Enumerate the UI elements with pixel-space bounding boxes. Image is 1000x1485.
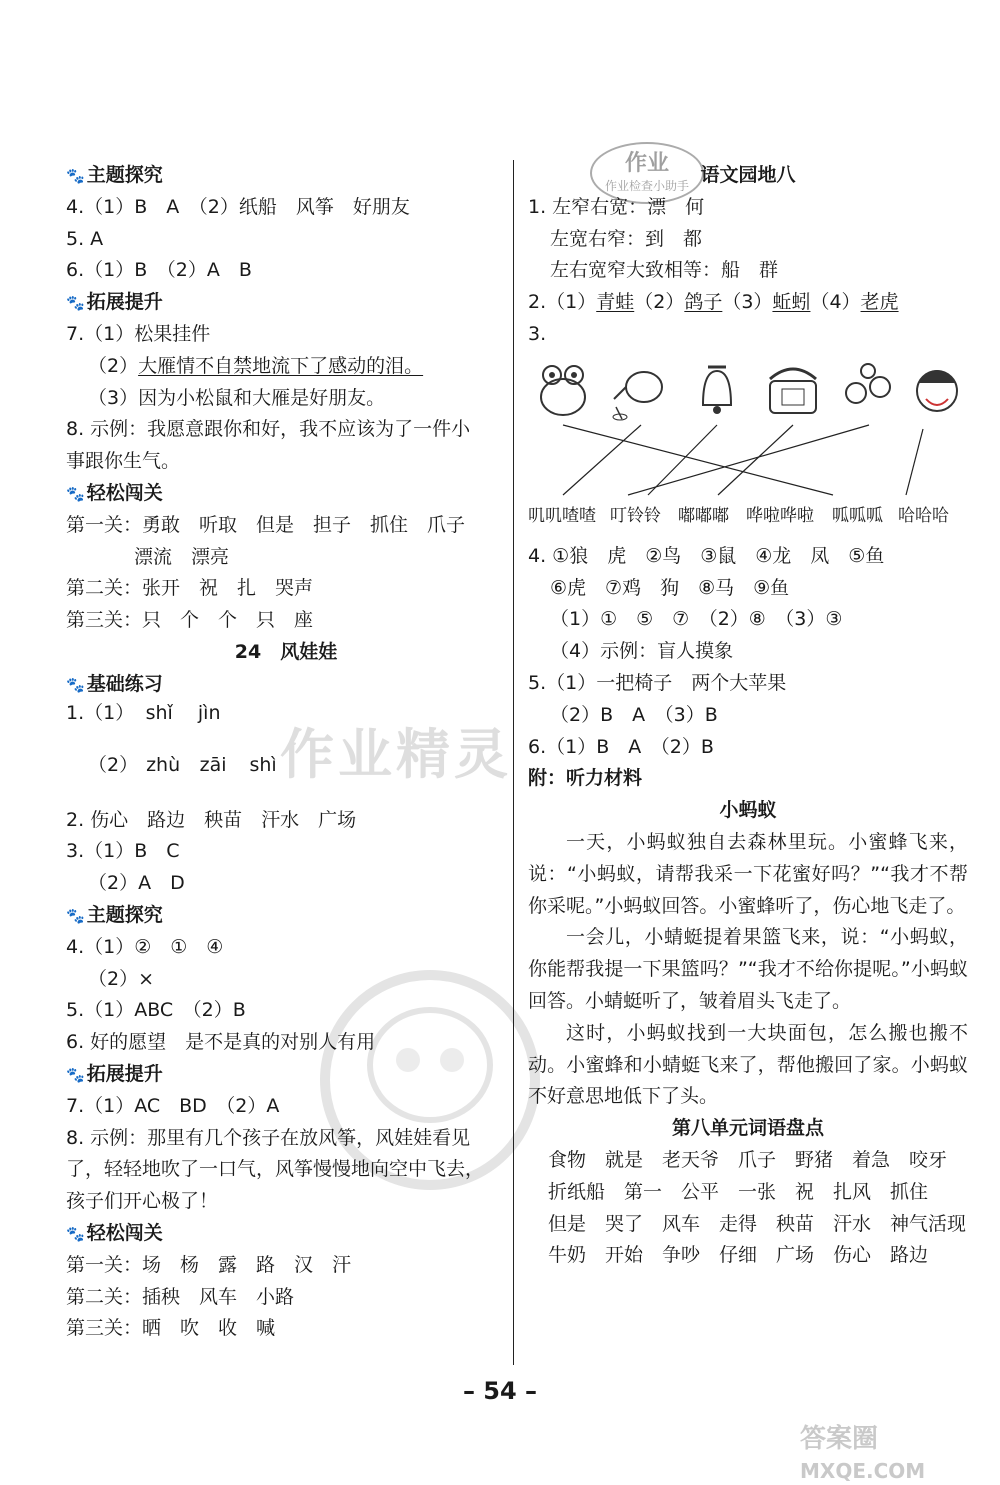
word-review-title: 第八单元词语盘点: [671, 1117, 824, 1140]
answer-line: 第一关：场 杨 露 路 汉 汗: [66, 1253, 352, 1276]
story-title: 小蚂蚁: [719, 799, 777, 822]
answer-line: （1）① ⑤ ⑦ （2）⑧ （3）③: [550, 608, 843, 631]
word-row: 食物 就是 老天爷 爪子 野猪 着急 咬牙: [548, 1148, 948, 1171]
answer-line: 第三关：晒 吹 收 喊: [66, 1317, 276, 1340]
answer-line: 漂流 漂亮: [134, 545, 230, 568]
stamp-top: 作业: [624, 151, 669, 176]
answer-line: 事跟你生气。: [66, 450, 181, 473]
answer-line: 7.（1）松果挂件: [66, 322, 211, 345]
answer-line: 孩子们开心极了！: [66, 1190, 219, 1213]
pinyin-row: （2） zhù zāi shì: [88, 753, 277, 776]
answer-line: 8. 示例：那里有几个孩子在放风筝，风娃娃看见: [66, 1126, 471, 1149]
sound-word: 叽叽喳喳: [528, 505, 596, 526]
answer-line: 5.（1）ABC （2）B: [66, 999, 246, 1022]
answer-line: 2.（1）青蛙（2）鸽子（3）蚯蚓（4）老虎: [528, 291, 899, 314]
sound-word: 呱呱呱: [832, 505, 883, 526]
watermark-site: MXQE.COM: [800, 1459, 926, 1483]
answer-line: 6.（1）B A （2）B: [528, 735, 714, 758]
pinyin-row: 1.（1） shǐ jìn: [66, 701, 221, 724]
section-header: 🐾 轻松闯关: [66, 481, 163, 504]
lesson-title: 24 风娃娃: [234, 640, 338, 663]
paw-icon: 🐾: [66, 675, 85, 694]
answer-line: （3）因为小松鼠和大雁是好朋友。: [88, 386, 386, 409]
answer-line: （4）示例：盲人摸象: [550, 640, 734, 663]
answer-line: 左右宽窄大致相等：船 群: [550, 259, 779, 282]
section-header: 🐾 基础练习: [66, 672, 163, 695]
answer-line: 第二关：插秧 风车 小路: [66, 1285, 295, 1308]
section-header: 🐾 拓展提升: [66, 291, 163, 314]
answer-line: 2. 伤心 路边 秧苗 汗水 广场: [66, 808, 357, 831]
answer-line: （2）B A （3）B: [550, 703, 718, 726]
word-row: 牛奶 开始 争吵 仔细 广场 伤心 路边: [548, 1244, 929, 1267]
answer-line: 6.（1）B （2）A B: [66, 259, 252, 282]
section-header: 🐾 主题探究: [66, 164, 163, 186]
answer-line: 左宽右窄：到 都: [550, 227, 703, 250]
story-paragraph: 这时，小蚂蚁找到一大块面包，怎么搬也搬不动。小蜜蜂和小蜻蜓飞来了，帮他搬回了家。小蚂蚁不好意思地低下了头。: [528, 1021, 968, 1108]
paw-icon: 🐾: [66, 1065, 85, 1084]
appendix-heading: 附：听力材料: [528, 767, 643, 790]
paw-icon: 🐾: [66, 1224, 85, 1243]
answer-line: 第一关：勇敢 听取 但是 担子 抓住 爪子: [66, 513, 466, 536]
answer-line: 5. A: [66, 227, 104, 250]
answer-line: 4.（1）B A （2）纸船 风筝 好朋友: [66, 195, 410, 218]
section-header: 🐾 主题探究: [66, 903, 163, 926]
matching-exercise: [528, 351, 968, 541]
story-paragraph: 一会儿，小蜻蜓提着果篮飞来，说：“小蚂蚁，你能帮我提一下果篮吗？”“我才不给你提呢。”小蚂蚁回答。小蜻蜓听了，皱着眉头飞走了。: [528, 926, 968, 1012]
answer-line: 8. 示例：我愿意跟你和好，我不应该为了一件小: [66, 418, 471, 441]
word-row: 折纸船 第一 公平 一张 祝 扎风 抓住: [548, 1180, 929, 1203]
paw-icon: 🐾: [66, 167, 85, 185]
paw-icon: 🐾: [66, 484, 85, 503]
right-column: [528, 160, 968, 1272]
answer-line: 5.（1）一把椅子 两个大苹果: [528, 671, 787, 694]
paw-icon: 🐾: [66, 294, 85, 313]
answer-line: 了，轻轻地吹了一口气，风筝慢慢地向空中飞去，: [66, 1158, 485, 1181]
section-header: 🐾 轻松闯关: [66, 1221, 163, 1244]
paw-icon: 🐾: [66, 906, 85, 925]
page-number: – 54 –: [462, 1377, 538, 1405]
sound-word: 叮铃铃: [610, 505, 661, 526]
sound-word: 哗啦哗啦: [746, 505, 814, 526]
column-divider: [513, 160, 514, 1365]
answer-line: 4.（1）② ① ④: [66, 935, 224, 958]
site-watermark: [800, 1418, 925, 1485]
section-title: 语文园地八: [700, 164, 796, 186]
answer-line: 1. 左窄右宽：漂 何: [528, 195, 705, 218]
answer-line: （2）A D: [88, 872, 185, 895]
underlined-sentence: 大雁情不自禁地流下了感动的泪。: [138, 354, 424, 377]
sound-word: 哈哈哈: [898, 505, 949, 526]
watermark-text: 作业精灵: [280, 723, 512, 786]
answer-line: 6. 好的愿望 是不是真的对别人有用: [66, 1031, 376, 1054]
answer-line: （2）×: [88, 967, 155, 990]
answer-line: ⑥虎 ⑦鸡 狗 ⑧马 ⑨鱼: [550, 576, 790, 599]
word-row: 但是 哭了 风车 走得 秧苗 汗水 神气活现: [548, 1212, 967, 1235]
answer-line: 3.（1）B C: [66, 840, 180, 863]
answer-line: 7.（1）AC BD （2）A: [66, 1094, 280, 1117]
answer-line: （2）大雁情不自禁地流下了感动的泪。: [88, 354, 424, 377]
answer-line: 3.: [528, 322, 547, 345]
section-header: 🐾 拓展提升: [66, 1062, 163, 1085]
stamp-bottom: 作业检查小助手: [604, 179, 689, 193]
answer-line: 第三关：只 个 个 只 座: [66, 609, 314, 632]
answer-line: 第二关：张开 祝 扎 哭声: [66, 577, 314, 600]
watermark-logo-text: 答案圈: [800, 1424, 879, 1454]
answer-line: 4. ①狼 虎 ②鸟 ③鼠 ④龙 凤 ⑤鱼: [528, 544, 885, 567]
story-paragraph: 一天，小蚂蚁独自去森林里玩。小蜜蜂飞来，说：“小蚂蚁，请帮我采一下花蜜好吗？”“我才不帮你采呢。”小蚂蚁回答。小蜜蜂听了，伤心地飞走了。: [528, 830, 968, 917]
left-column: [66, 160, 506, 1345]
sound-word: 嘟嘟嘟: [678, 505, 729, 526]
